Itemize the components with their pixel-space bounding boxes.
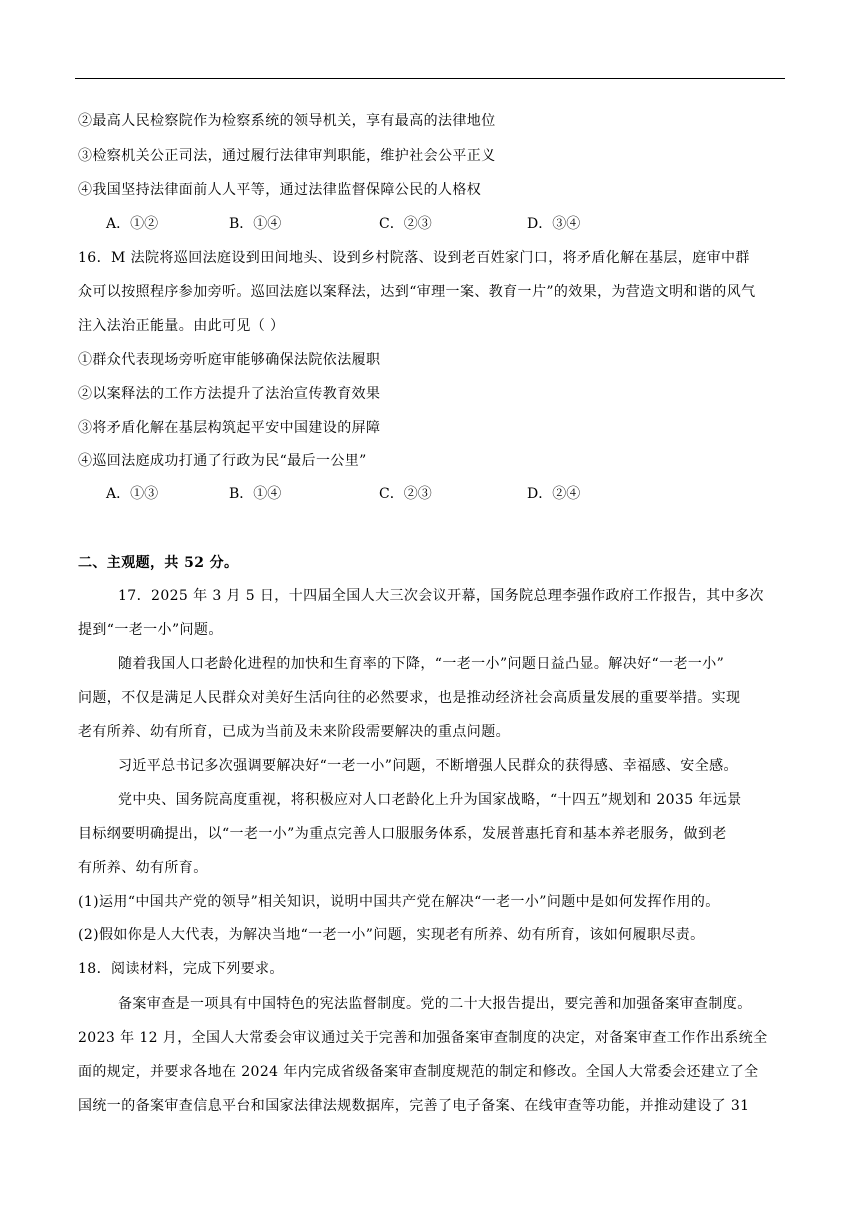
q18-title: 18．阅读材料，完成下列要求。: [78, 961, 284, 977]
q15-option-c: C．②③: [379, 216, 432, 232]
q15-option-d: D．③④: [527, 216, 581, 232]
q15-option-b: B．①④: [229, 216, 282, 232]
q16-statement-2: ②以案释法的工作方法提升了法治宣传教育效果: [78, 386, 381, 402]
q15-statement-3: ③检察机关公正司法，通过履行法律审判职能，维护社会公平正义: [78, 148, 496, 164]
q17-question-1: (1)运用“中国共产党的领导”相关知识，说明中国共产党在解决“一老一小”问题中是如何发挥作用的。: [78, 894, 720, 910]
q18-line-3: 面的规定，并要求各地在 2024 年内完成省级备案审查制度规范的制定和修改。全国人大常委会还建立了全: [78, 1064, 759, 1080]
q15-statement-2: ②最高人民检察院作为检察系统的领导机关，享有最高的法律地位: [78, 113, 496, 129]
q17-line-5: 老有所养、幼有所育，已成为当前及未来阶段需要解决的重点问题。: [78, 724, 510, 740]
q18-line-1: 备案审查是一项具有中国特色的宪法监督制度。党的二十大报告提出，要完善和加强备案审查制度。: [118, 996, 752, 1012]
q17-line-1: 17．2025 年 3 月 5 日，十四届全国人大三次会议开幕，国务院总理李强作政府工作报告，其中多次: [118, 588, 764, 604]
q17-line-9: 有所养、幼有所育。: [78, 860, 208, 876]
q16-statement-4: ④巡回法庭成功打通了行政为民“最后一公里”: [78, 453, 367, 469]
q17-line-3: 随着我国人口老龄化进程的加快和生育率的下降，“一老一小”问题日益凸显。解决好“一老一小”: [118, 656, 725, 672]
q17-question-2: (2)假如你是人大代表，为解决当地“一老一小”问题，实现老有所养、幼有所育，该如何履职尽责。: [78, 927, 705, 943]
q16-stem-line-3: 注入法治正能量。由此可见（ ）: [78, 318, 285, 334]
q17-line-6: 习近平总书记多次强调要解决好“一老一小”问题，不断增强人民群众的获得感、幸福感、安全感。: [118, 758, 738, 774]
q17-line-7: 党中央、国务院高度重视，将积极应对人口老龄化上升为国家战略，“十四五”规划和 2035 年远景: [118, 792, 742, 808]
q18-line-2: 2023 年 12 月，全国人大常委会审议通过关于完善和加强备案审查制度的决定，对备案审查工作作出系统全: [78, 1030, 768, 1046]
q16-stem-line-1: 16．M 法院将巡回法庭设到田间地头、设到乡村院落、设到老百姓家门口，将矛盾化解在基层，庭审中群: [78, 250, 750, 266]
q16-statement-1: ①群众代表现场旁听庭审能够确保法院依法履职: [78, 352, 381, 368]
q16-option-d: D．②④: [527, 486, 581, 502]
q16-option-b: B．①④: [229, 486, 282, 502]
q17-line-8: 目标纲要明确提出，以“一老一小”为重点完善人口服服务体系，发展普惠托育和基本养老服务，做到老: [78, 826, 727, 842]
q16-option-c: C．②③: [379, 486, 432, 502]
q16-option-a: A．①③: [106, 486, 159, 502]
section-heading: 二、主观题，共 52 分。: [78, 555, 239, 571]
q15-statement-4: ④我国坚持法律面前人人平等，通过法律监督保障公民的人格权: [78, 182, 482, 198]
q16-stem-line-2: 众可以按照程序参加旁听。巡回法庭以案释法，达到“审理一案、教育一片”的效果，为营造文明和谐的风气: [78, 284, 756, 300]
header-rule: [75, 78, 785, 79]
q18-line-4: 国统一的备案审查信息平台和国家法律法规数据库，完善了电子备案、在线审查等功能，并推动建设了 31: [78, 1098, 750, 1114]
q16-statement-3: ③将矛盾化解在基层构筑起平安中国建设的屏障: [78, 420, 381, 436]
q17-line-2: 提到“一老一小”问题。: [78, 622, 223, 638]
q15-option-a: A．①②: [106, 216, 159, 232]
q17-line-4: 问题，不仅是满足人民群众对美好生活向往的必然要求，也是推动经济社会高质量发展的重要举措。实现: [78, 690, 741, 706]
